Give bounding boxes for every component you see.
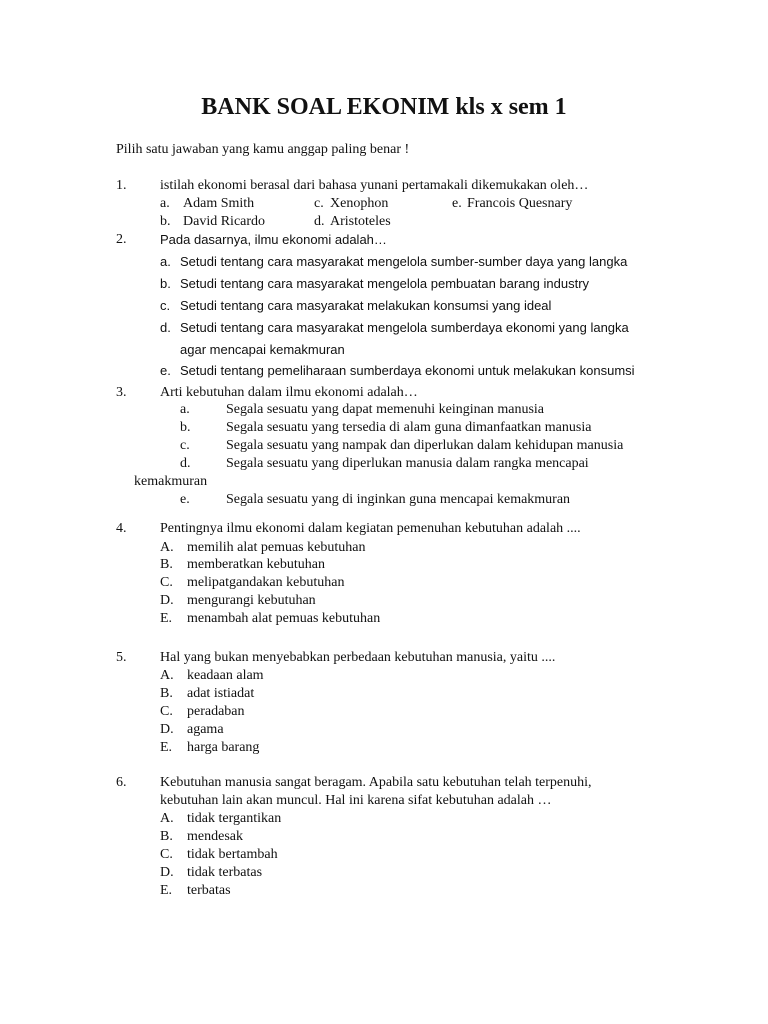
option-letter: A.: [160, 540, 174, 555]
option-letter: e.: [452, 196, 462, 211]
option-letter: d.: [180, 456, 191, 471]
option-letter: c.: [314, 196, 324, 211]
option-letter: B.: [160, 557, 173, 572]
option-letter: D.: [160, 865, 174, 880]
option-text: tidak tergantikan: [187, 811, 282, 826]
question-text: Pentingnya ilmu ekonomi dalam kegiatan pemenuhan kebutuhan adalah ....: [160, 521, 581, 536]
option-letter: e.: [160, 363, 171, 378]
option-letter: a.: [160, 196, 170, 211]
option-text: Xenophon: [330, 196, 389, 211]
option-letter: c.: [160, 298, 171, 313]
option-text: Setudi tentang cara masyarakat melakukan konsumsi yang ideal: [180, 298, 552, 313]
option-letter: B.: [160, 686, 173, 701]
question-number: 6.: [116, 775, 127, 790]
instruction-text: Pilih satu jawaban yang kamu anggap paling benar !: [116, 142, 410, 157]
option-text: Aristoteles: [330, 214, 391, 229]
option-text: agar mencapai kemakmuran: [180, 342, 345, 357]
option-text: Setudi tentang cara masyarakat mengelola pembuatan barang industry: [180, 276, 590, 291]
question-text: Arti kebutuhan dalam ilmu ekonomi adalah…: [160, 385, 418, 400]
question-number: 1.: [116, 178, 127, 193]
option-text: mendesak: [187, 829, 243, 844]
question-text: Kebutuhan manusia sangat beragam. Apabila satu kebutuhan telah terpenuhi,: [160, 775, 592, 790]
option-letter: E.: [160, 883, 173, 898]
option-letter: C.: [160, 704, 173, 719]
option-letter: C.: [160, 575, 173, 590]
option-letter: E.: [160, 740, 173, 755]
option-text: kemakmuran: [134, 474, 208, 489]
option-text: mengurangi kebutuhan: [187, 593, 316, 608]
option-text: Segala sesuatu yang diperlukan manusia dalam rangka mencapai: [226, 456, 589, 471]
question-text: Hal yang bukan menyebabkan perbedaan kebutuhan manusia, yaitu ....: [160, 650, 556, 665]
option-letter: a.: [180, 402, 190, 417]
option-text: Setudi tentang pemeliharaan sumberdaya ekonomi untuk melakukan konsumsi: [180, 363, 635, 378]
option-letter: c.: [180, 438, 190, 453]
option-letter: b.: [160, 214, 171, 229]
option-text: melipatgandakan kebutuhan: [187, 575, 345, 590]
option-letter: B.: [160, 829, 173, 844]
option-letter: b.: [180, 420, 191, 435]
option-text: tidak bertambah: [187, 847, 278, 862]
option-letter: a.: [160, 254, 171, 269]
option-text: tidak terbatas: [187, 865, 263, 880]
option-text: Segala sesuatu yang tersedia di alam guna dimanfaatkan manusia: [226, 420, 592, 435]
option-text: Segala sesuatu yang nampak dan diperlukan dalam kehidupan manusia: [226, 438, 624, 453]
question-text-continued: kebutuhan lain akan muncul. Hal ini karena sifat kebutuhan adalah …: [160, 793, 552, 808]
option-text: memilih alat pemuas kebutuhan: [187, 540, 366, 555]
question-number: 4.: [116, 521, 127, 536]
page-title: BANK SOAL EKONIM kls x sem 1: [201, 94, 567, 120]
question-text: Pada dasarnya, ilmu ekonomi adalah…: [160, 232, 387, 247]
option-text: adat istiadat: [187, 686, 255, 701]
option-text: keadaan alam: [187, 668, 264, 683]
option-letter: D.: [160, 722, 174, 737]
option-text: harga barang: [187, 740, 260, 755]
option-text: peradaban: [187, 704, 245, 719]
option-letter: b.: [160, 276, 171, 291]
option-text: David Ricardo: [183, 214, 266, 229]
option-text: Segala sesuatu yang dapat memenuhi keinginan manusia: [226, 402, 545, 417]
option-text: Setudi tentang cara masyarakat mengelola sumberdaya ekonomi yang langka: [180, 320, 629, 335]
option-text: Adam Smith: [183, 196, 255, 211]
question-number: 2.: [116, 232, 127, 247]
option-text: Segala sesuatu yang di inginkan guna mencapai kemakmuran: [226, 492, 571, 507]
option-text: menambah alat pemuas kebutuhan: [187, 611, 381, 626]
option-letter: C.: [160, 847, 173, 862]
option-text: Setudi tentang cara masyarakat mengelola sumber-sumber daya yang langka: [180, 254, 628, 269]
option-letter: D.: [160, 593, 174, 608]
question-number: 5.: [116, 650, 127, 665]
question-text: istilah ekonomi berasal dari bahasa yunani pertamakali dikemukakan oleh…: [160, 178, 589, 193]
option-text: terbatas: [187, 883, 231, 898]
option-letter: A.: [160, 811, 174, 826]
option-text: memberatkan kebutuhan: [187, 557, 326, 572]
option-letter: E.: [160, 611, 173, 626]
option-letter: d.: [314, 214, 325, 229]
option-text: agama: [187, 722, 224, 737]
option-letter: A.: [160, 668, 174, 683]
option-letter: e.: [180, 492, 190, 507]
option-text: Francois Quesnary: [467, 196, 573, 211]
question-number: 3.: [116, 385, 127, 400]
option-letter: d.: [160, 320, 171, 335]
